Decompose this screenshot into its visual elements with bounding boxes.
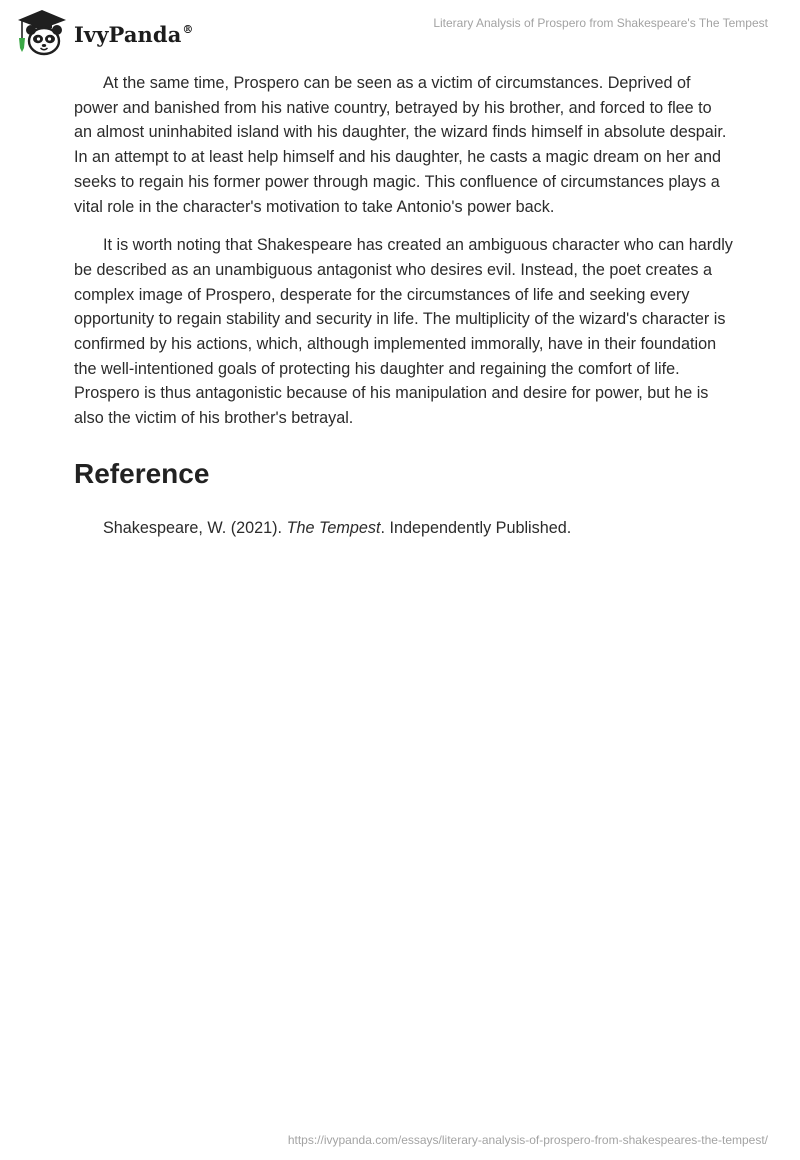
reference-publisher: . Independently Published. [380,518,572,537]
page-header [0,0,800,60]
reference-entry [103,516,734,541]
reference-heading: Reference [74,457,210,489]
logo-wordmark [74,22,194,47]
paragraph: It is worth noting that Shakespeare has created an ambiguous character who can hardly be described as an unambiguous antagonist who desires evil. Instead, the poet creates a complex image of Prospero, desperate for the circumstances of life and seeking every opportunity to regain stability and security in life. The multiplicity of the wizard's character is confirmed by his actions, which, although implemented immorally, have in their foundation the well-intentioned goals of protecting his daughter and regaining the comfort of life. Prospero is thus antagonistic because of his manipulation and desire for power, but he is also the victim of his brother's betrayal. [74,236,733,428]
reference-author-year: Shakespeare, W. (2021). [103,518,287,537]
reference-title: The Tempest [286,518,381,537]
document-title: Literary Analysis of Prospero from Shakespeare's The Tempest [433,16,768,30]
source-url-link[interactable]: https://ivypanda.com/essays/literary-analysis-of-prospero-from-shakespeares-the-tempest/ [287,1133,768,1147]
paragraph: At the same time, Prospero can be seen as a victim of circumstances. Deprived of power and banished from his native country, betrayed by his brother, and forced to flee to an almost uninhabited island with his daughter, the wizard finds himself in absolute despair. In an attempt to at least help himself and his daughter, he casts a magic dream on her and seeks to regain his former power through magic. This confluence of circumstances plays a vital role in the character's motivation to take Antonio's power back. [74,74,727,216]
essay-body [74,71,734,541]
registered-mark: ® [182,22,194,36]
logo-name: IvyPanda [74,21,182,47]
panda-graduate-icon [14,8,70,58]
ivypanda-logo[interactable] [14,8,194,58]
